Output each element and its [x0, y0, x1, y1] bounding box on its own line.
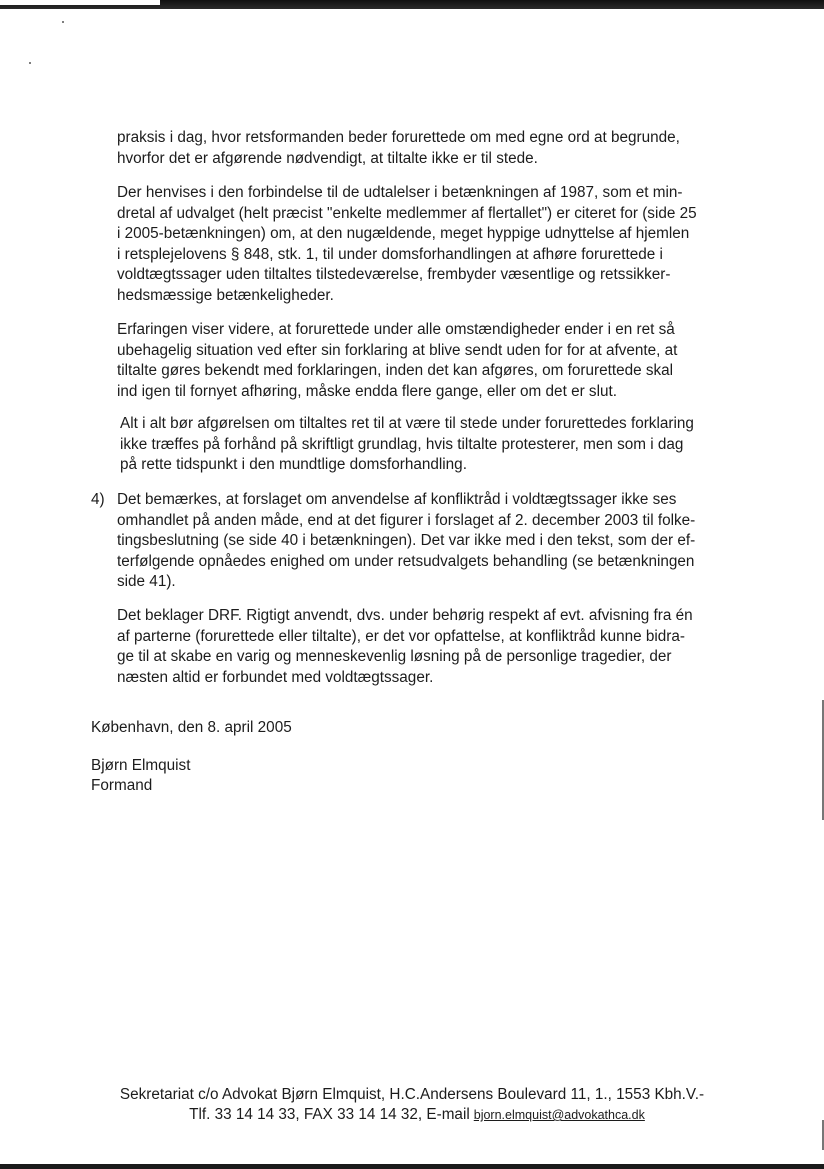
text-line: hvorfor det er afgørende nødvendigt, at tiltalte ikke er til stede.	[117, 149, 538, 167]
text-line: Det bemærkes, at forslaget om anvendelse af konfliktråd i voldtægtssager ikke ses	[117, 491, 677, 508]
text-line: i 2005-betænkningen) om, at den nugældende, meget hyppige udnyttelse af hjemlen	[117, 225, 690, 242]
text-line: tingsbeslutning (se side 40 i betænkningen). Det var ikke med i den tekst, som der ef-	[117, 532, 696, 549]
text-line: næsten altid er forbundet med voldtægtssager.	[117, 668, 434, 686]
scan-edge-top-gap	[0, 0, 160, 5]
footer-email-link[interactable]: bjorn.elmquist@advokathca.dk	[473, 1108, 645, 1122]
text-line: dretal af udvalget (helt præcist "enkelte medlemmer af flertallet") er citeret for (side 25	[117, 204, 697, 222]
text-line: i retsplejelovens § 848, stk. 1, til under domsforhandlingen at afhøre forurettede i	[117, 245, 663, 263]
paragraph-erfaringen	[117, 320, 748, 402]
footer-address: Sekretariat c/o Advokat Bjørn Elmquist, H.C.Andersens Boulevard 11, 1., 1553 Kbh.V.-	[119, 1086, 705, 1103]
text-line: omhandlet på anden måde, end at det figurer i forslaget af 2. december 2003 til folke-	[117, 511, 696, 529]
scan-edge-bottom	[0, 1164, 824, 1169]
text-line: Alt i alt bør afgørelsen om tiltaltes ret til at være til stede under forurettedes forklaring	[120, 415, 694, 432]
text-line: ubehagelig situation ved efter sin forklaring at blive sendt uden for for at afvente, at	[117, 341, 678, 359]
list-marker: 4)	[91, 491, 105, 508]
signatory-name: Bjørn Elmquist	[91, 757, 191, 774]
paragraph-konfliktraad	[117, 490, 748, 593]
text-line: praksis i dag, hvor retsformanden beder forurettede om med egne ord at begrunde,	[117, 129, 680, 146]
text-line: Erfaringen viser videre, at forurettede under alle omstændigheder ender i en ret så	[117, 321, 675, 338]
dateline: København, den 8. april 2005	[91, 719, 292, 736]
scan-speck	[62, 21, 64, 23]
footer-contact	[60, 1105, 764, 1125]
text-line: af parterne (forurettede eller tiltalte), er det vor opfattelse, at konfliktråd kunne bidra-	[117, 627, 685, 645]
text-line: voldtægtssager uden tiltaltes tilstedeværelse, frembyder væsentlige og retssikker-	[117, 266, 671, 283]
text-line: ikke træffes på forhånd på skriftligt grundlag, hvis tiltalte protesterer, men som i dag	[120, 435, 684, 453]
text-line: på rette tidspunkt i den mundtlige domsforhandling.	[120, 456, 467, 473]
text-line: tiltalte gøres bekendt med forklaringen, inden det kan afgøres, om forurettede skal	[117, 362, 674, 379]
letterhead-footer	[60, 1085, 764, 1125]
text-line: ge til at skabe en varig og menneskevenlig løsning på de personlige tragedier, der	[117, 648, 672, 665]
text-line: terfølgende opnåedes enighed om under retsudvalgets behandling (se betænkningen	[117, 552, 695, 570]
text-line: Det beklager DRF. Rigtigt anvendt, dvs. under behørig respekt af evt. afvisning fra én	[117, 607, 693, 624]
text-line: ind igen til fornyet afhøring, måske endda flere gange, eller om det er slut.	[117, 382, 617, 400]
text-line: Der henvises i den forbindelse til de udtalelser i betænkningen af 1987, som et min-	[117, 184, 683, 201]
scan-speck	[29, 62, 31, 64]
signatory-title: Formand	[91, 777, 153, 794]
paragraph-continuation	[117, 128, 748, 169]
text-line: side 41).	[117, 573, 176, 590]
paragraph-beklager	[117, 606, 748, 688]
paragraph-betaenkning-reference	[117, 183, 748, 306]
paragraph-alt-i-alt	[120, 414, 748, 476]
footer-phone-fax: Tlf. 33 14 14 33, FAX 33 14 14 32, E-mail	[189, 1106, 470, 1123]
text-line: hedsmæssige betænkeligheder.	[117, 286, 334, 304]
